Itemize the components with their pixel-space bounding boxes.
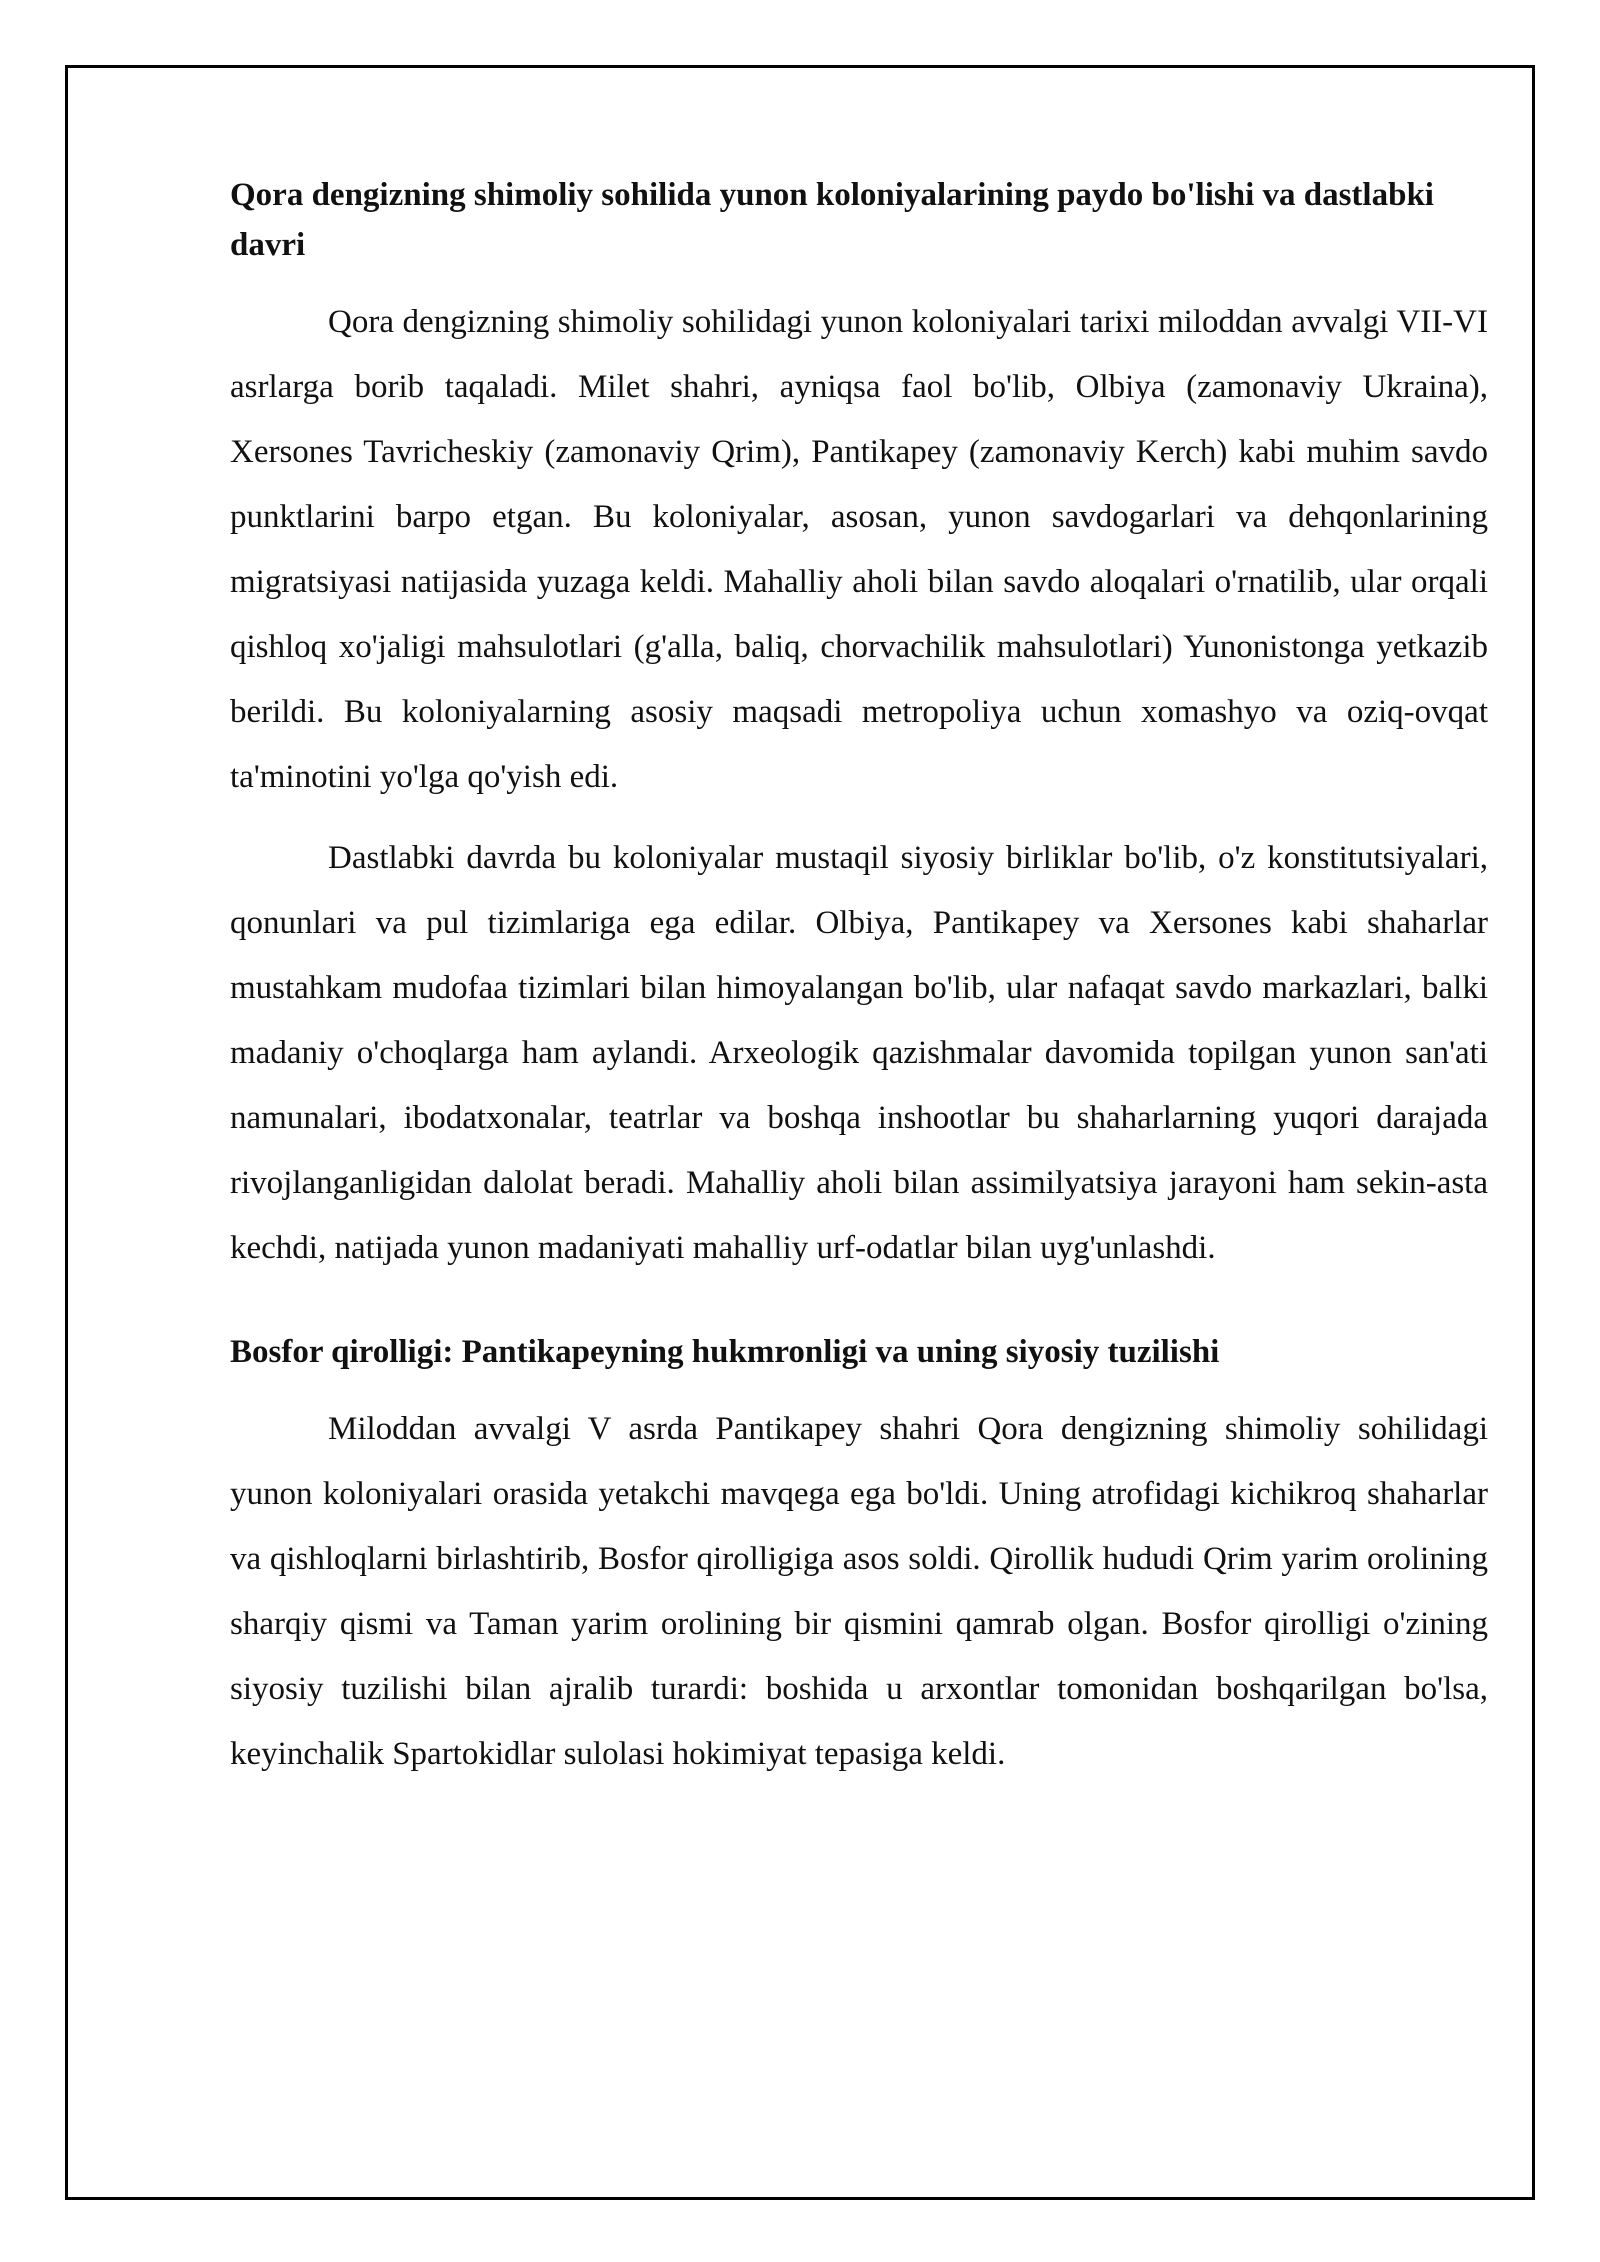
paragraph: Qora dengizning shimoliy sohilidagi yunon koloniyalari tarixi miloddan avvalgi VII-VI asrlarga borib taqaladi. Milet shahri, ayniqsa faol bo'lib, Olbiya (zamonaviy Ukraina), Xersones Tavricheskiy (zamonaviy Qrim), Pantikapey (zamonaviy Kerch) kabi muhim savdo punktlarini barpo etgan. Bu koloniyalar, asosan, yunon savdogarlari va dehqonlarining migratsiyasi natijasida yuzaga keldi. Mahalliy aholi bilan savdo aloqalari o'rnatilib, ular orqali qishloq xo'jaligi mahsulotlari (g'alla, baliq, chorvachilik mahsulotlari) Yunonistonga yetkazib berildi. Bu koloniyalarning asosiy maqsadi metropoliya uchun xomashyo va oziq-ovqat ta'minotini yo'lga qo'yish edi. [230, 304, 1488, 795]
section-bosporan-kingdom [230, 1327, 1488, 1787]
paragraph: Dastlabki davrda bu koloniyalar mustaqil siyosiy birliklar bo'lib, o'z konstitutsiyalari, qonunlari va pul tizimlariga ega edilar. Olbiya, Pantikapey va Xersones kabi shaharlar mustahkam mudofaa tizimlari bilan himoyalangan bo'lib, ular nafaqat savdo markazlari, balki madaniy o'choqlarga ham aylandi. Arxeologik qazishmalar davomida topilgan yunon san'ati namunalari, ibodatxonalar, teatrlar va boshqa inshootlar bu shaharlarning yuqori darajada rivojlanganligidan dalolat beradi. Mahalliy aholi bilan assimilyatsiya jarayoni ham sekin-asta kechdi, natijada yunon madaniyati mahalliy urf-odatlar bilan uyg'unlashdi. [230, 840, 1488, 1266]
document-body [230, 170, 1488, 1803]
section-heading: Qora dengizning shimoliy sohilida yunon koloniyalarining paydo bo'lishi va dastlabki davri [230, 177, 1434, 263]
section-greek-colonies [230, 170, 1488, 1281]
paragraph: Miloddan avvalgi V asrda Pantikapey shahri Qora dengizning shimoliy sohilidagi yunon koloniyalari orasida yetakchi mavqega ega bo'ldi. Uning atrofidagi kichikroq shaharlar va qishloqlarni birlashtirib, Bosfor qirolligiga asos soldi. Qirollik hududi Qrim yarim orolining sharqiy qismi va Taman yarim orolining bir qismini qamrab olgan. Bosfor qirolligi o'zining siyosiy tuzilishi bilan ajralib turardi: boshida u arxontlar tomonidan boshqarilgan bo'lsa, keyinchalik Spartokidlar sulolasi hokimiyat tepasiga keldi. [230, 1411, 1488, 1772]
section-spacer [230, 1297, 1488, 1327]
section-heading: Bosfor qirolligi: Pantikapeyning hukmronligi va uning siyosiy tuzilishi [230, 1334, 1220, 1370]
